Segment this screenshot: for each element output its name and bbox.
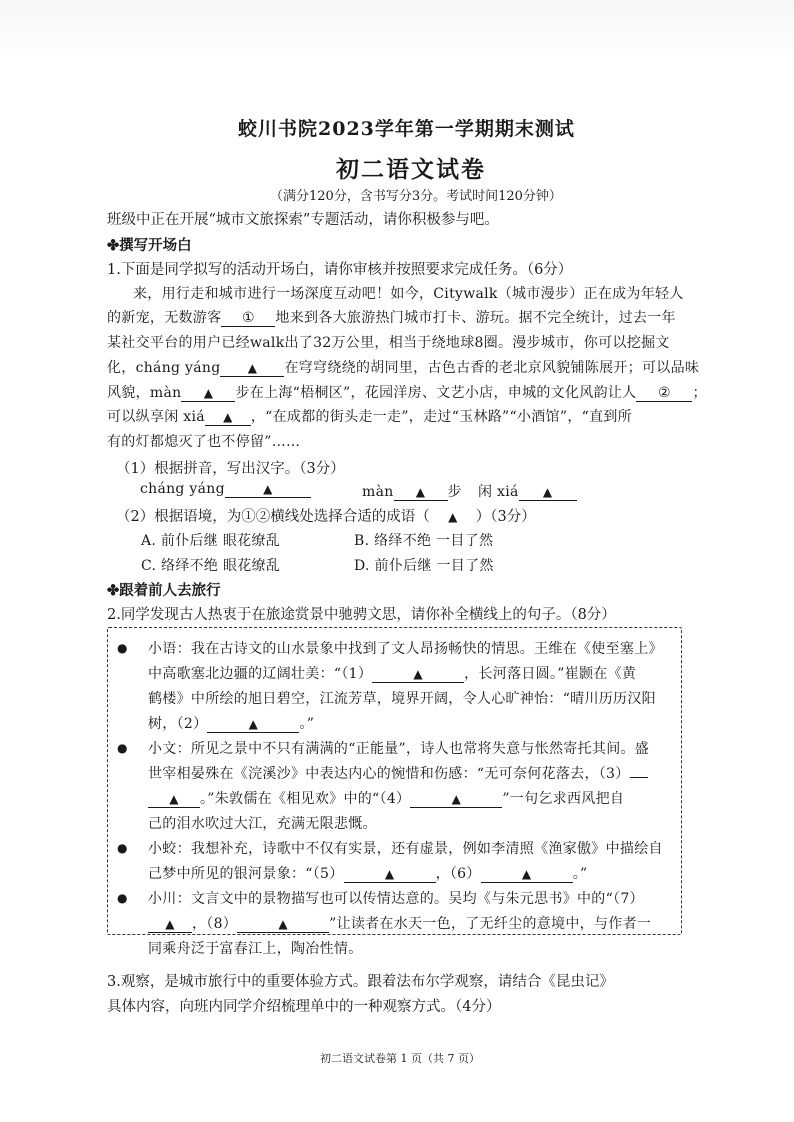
answer-blank-3a[interactable] [630,777,648,778]
option-b[interactable]: B. 络绎不绝 一目了然 [354,533,494,549]
box-b2-line1: 小文：所见之景中不只有满满的“正能量”，诗人也常将失意与怅然寄托其间。盛 [148,741,650,757]
box-text: 己梦中所见的银河景象：“（5） [148,866,344,882]
triangle-icon: ▲ [413,667,423,681]
triangle-icon: ▲ [448,510,458,524]
answer-blank[interactable] [394,484,448,501]
box-b3-line2 [148,863,587,883]
answer-blank-5[interactable] [344,866,436,883]
bullet-icon: ● [117,641,128,655]
exam-meta: （满分120分，含书写分3分。考试时间120分钟） [270,189,562,204]
box-b1-line4 [148,713,314,733]
triangle-icon: ▲ [384,867,395,881]
box-text: ，长河落日圆。”崔颢在《黄 [464,666,637,682]
exam-title: 蛟川书院2023学年第一学期期末测试 [238,118,575,140]
answer-blank[interactable] [225,481,311,498]
box-text: 。”朱敦儒在《相见欢》中的“（4） [200,791,411,807]
answer-blank[interactable] [519,484,577,501]
q3-line2: 具体内容，向班内同学介绍梳理单中的一种观察方式。（4分） [107,999,501,1015]
triangle-icon: ▲ [169,792,179,806]
box-text: 。” [299,716,315,732]
triangle-icon: ▲ [263,482,273,496]
option-d[interactable]: D. 前仆后继 一目了然 [354,558,494,574]
q2-stem: 2.同学发现古人热衷于在旅途赏景中驰骋文思，请你补全横线上的句子。（8分） [107,607,616,623]
box-b4-line1: 小川：文言文中的景物描写也可以传情达意的。吴均《与朱元思书》中的“（7） [148,891,644,907]
scan-shadow [0,0,794,60]
box-b4-line3: 同乘舟泛于富春江上，陶冶性情。 [148,941,363,957]
pinyin-label: màn [362,484,394,500]
pinyin-label: cháng yáng [140,481,225,497]
question-text: ）（3分） [475,509,536,525]
bullet-icon: ● [117,841,128,855]
pinyin-answer-2 [362,481,462,501]
passage-line-4 [107,357,699,377]
section1-heading: ✤撰写开场白 [107,237,192,254]
passage-line-7: 有的灯都熄灭了也不停留”…… [107,434,301,450]
bullet-icon: ● [117,741,128,755]
answer-blank-8[interactable] [237,916,329,933]
box-b2-line2 [148,763,648,783]
passage-line-6 [107,406,632,426]
intro-text: 班级中正在开展“城市文旅探索”专题活动，请你积极参与吧。 [107,212,499,228]
passage-text: 化，cháng yáng [107,360,221,376]
blank-2[interactable] [636,385,692,402]
triangle-icon: ▲ [542,485,553,499]
box-b2-line4: 己的泪水吹过大江，充满无限悲慨。 [148,816,377,832]
triangle-icon: ▲ [248,717,259,731]
answer-blank-4[interactable] [410,791,502,808]
circle-2: ② [658,385,671,401]
triangle-icon: ▲ [415,485,426,499]
triangle-icon: ▲ [247,361,258,375]
answer-blank-1[interactable] [372,666,464,683]
box-text: ”让读者在水天一色，了无纤尘的意境中，与作者一 [329,916,652,932]
section2-heading: ✤跟着前人去旅行 [107,582,221,599]
box-text: 中高歌塞北边疆的辽阔壮美：“（1） [148,666,373,682]
box-b1-line3: 鹤楼》中所绘的旭日碧空，江流芳草，境界开阔，令人心旷神怡：“晴川历历汉阳 [148,691,656,707]
sub-question-1: （1）根据拼音，写出汉字。（3分） [116,461,345,477]
answer-blank-6[interactable] [481,866,573,883]
answer-blank-2[interactable] [207,716,299,733]
pinyin-answer-3 [478,481,577,501]
circle-1: ① [241,310,255,326]
box-b1-line1: 小语：我在古诗文的山水景象中找到了文人昂扬畅快的情思。王维在《使至塞上》 [148,641,663,657]
passage-line-3: 某社交平台的用户已经walk出了32万公里，相当于绕地球8圈。漫步城市，你可以挖掘文 [107,335,670,351]
passage-text: 在穹穹绕绕的胡同里，古色古香的老北京风貌铺陈展开；可以品味 [284,360,700,376]
passage-text: 的新宠，无数游客 [107,310,222,326]
pinyin-suffix: 步 [447,484,462,500]
triangle-icon: ▲ [165,917,175,931]
q1-stem: 1.下面是同学拟写的活动开场白，请你审核并按照要求完成任务。（6分） [107,262,573,278]
passage-text: 步在上海“梧桐区”，花园洋房、文艺小店，申城的文化风韵让人 [235,385,637,401]
box-text: ，（6） [435,866,481,882]
triangle-icon: ▲ [451,792,462,806]
box-b4-line2 [148,913,651,933]
passage-text: ，“在成都的街头走一走”，走过“玉林路”“小酒馆”，“直到所 [250,409,632,425]
box-text: 世宰相晏殊在《浣溪沙》中表达内心的惋惜和伤感：“无可奈何花落去，（3） [148,766,630,782]
bullet-icon: ● [117,891,128,905]
question-text: （2）根据语境，为①②横线处选择合适的成语（ [116,509,430,525]
passage-text: 风貌，màn [107,385,182,401]
answer-blank-3[interactable] [148,791,200,808]
box-text: ，（8） [192,916,238,932]
blank-changyang[interactable] [220,360,284,377]
q3-line1: 3.观察，是城市旅行中的重要体验方式。跟着法布尔学观察，请结合《昆虫记》 [107,974,614,990]
page-footer: 初二语文试卷第 1 页（共 7 页） [320,1052,480,1065]
pinyin-answer-1 [140,481,311,498]
blank-xia[interactable] [205,409,251,426]
blank-1[interactable] [221,310,275,327]
box-text: 树，（2） [148,716,208,732]
passage-text: 可以纵享闲 xiá [107,409,205,425]
box-b1-line2 [148,663,636,683]
triangle-icon: ▲ [521,867,532,881]
passage-line-5 [107,382,707,402]
passage-text: 地来到各大旅游热门城市打卡、游玩。据不完全统计，过去一年 [275,310,676,326]
triangle-icon: ▲ [278,917,288,931]
answer-blank-7[interactable] [148,916,192,933]
option-a[interactable]: A. 前仆后继 眼花缭乱 [141,533,281,549]
passage-line-1: 来，用行走和城市进行一场深度互动吧！如今，Citywalk（城市漫步）正在成为年轻人 [133,286,684,302]
pinyin-label: 闲 xiá [478,484,519,500]
blank-man[interactable] [181,385,235,402]
sub-question-2 [116,505,536,526]
box-text: 。” [572,866,588,882]
box-text: ”一句乞求西风把自 [502,791,625,807]
passage-text: ； [692,385,707,401]
triangle-icon: ▲ [223,410,233,424]
triangle-icon: ▲ [203,386,214,400]
option-c[interactable]: C. 络绎不绝 眼花缭乱 [141,558,281,574]
box-b2-line3 [148,788,624,808]
box-b3-line1: 小蛟：我想补充，诗歌中不仅有实景，还有虚景，例如李清照《渔家傲》中描绘自 [148,841,663,857]
choice-answer-slot[interactable] [430,509,476,525]
exam-subtitle: 初二语文试卷 [336,156,486,183]
passage-line-2 [107,307,676,327]
